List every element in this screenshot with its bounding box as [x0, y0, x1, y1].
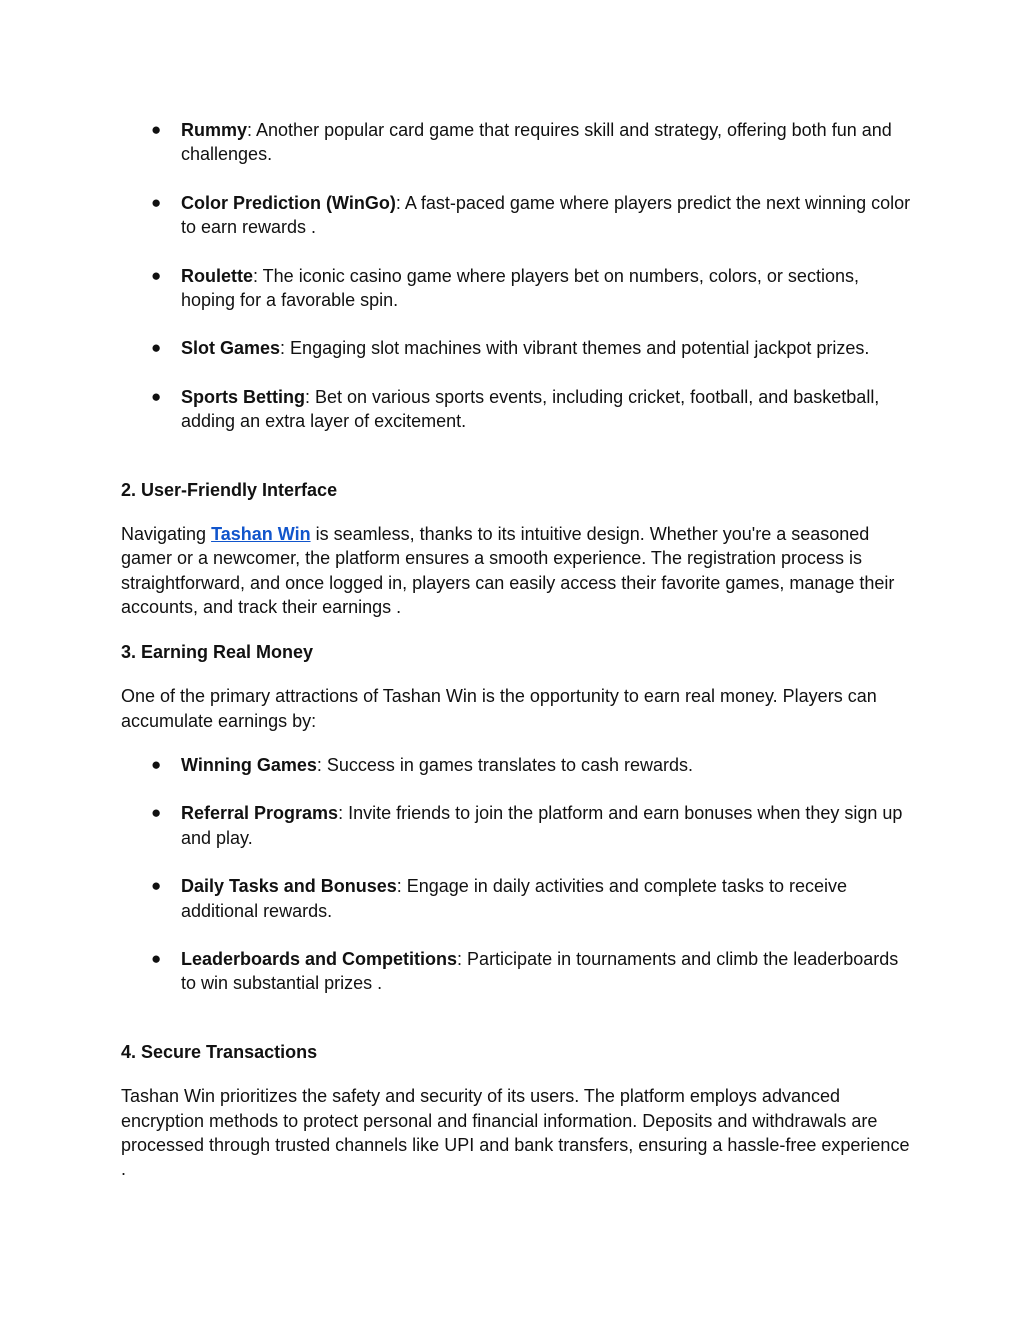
- bullet-icon: ●: [151, 338, 162, 358]
- list-item-term: Color Prediction (WinGo): [181, 192, 396, 213]
- list-item-desc: : Engage in daily activities and complete tasks to receive additional rewards.: [181, 876, 847, 921]
- list-item-desc: : Success in games translates to cash rewards.: [316, 754, 694, 775]
- bullet-icon: ●: [151, 386, 162, 406]
- list-item-term: Sports Betting: [181, 386, 305, 407]
- document-body: [121, 118, 911, 1182]
- paragraph-text: is seamless, thanks to its intuitive design. Whether you're a seasoned gamer or a newcomer, the platform ensures a smooth experience. The registration process is straightforward, and once logged in, players can easily access their favorite games, manage their accounts, and track their earnings .: [121, 524, 895, 618]
- list-item-desc: : Bet on various sports events, including cricket, football, and basketball, adding an extra layer of excitement.: [181, 386, 880, 432]
- list-item: [121, 385, 911, 434]
- list-item-desc: : Participate in tournaments and climb the leaderboards to win substantial prizes .: [181, 948, 899, 994]
- bullet-icon: ●: [151, 948, 162, 968]
- list-item: [121, 947, 911, 996]
- paragraph-text: Navigating: [121, 524, 212, 545]
- list-item: [121, 801, 911, 850]
- list-item-desc: : Invite friends to join the platform and earn bonuses when they sign up and play.: [181, 803, 903, 848]
- list-item-term: Slot Games: [181, 338, 281, 359]
- bullet-icon: ●: [151, 876, 162, 896]
- bullet-icon: ●: [151, 803, 162, 823]
- list-item-term: Leaderboards and Competitions: [181, 948, 458, 969]
- list-item: [121, 118, 911, 167]
- list-item-desc: : Engaging slot machines with vibrant themes and potential jackpot prizes.: [280, 338, 870, 359]
- section-heading-earning: 3. Earning Real Money: [121, 641, 314, 662]
- bullet-icon: ●: [151, 192, 162, 212]
- list-item: [121, 336, 911, 360]
- list-item: [121, 191, 911, 240]
- section-heading-user-friendly: 2. User-Friendly Interface: [121, 479, 338, 500]
- list-item-desc: : Another popular card game that requires skill and strategy, offering both fun and challenges.: [181, 120, 892, 165]
- tashan-win-link[interactable]: Tashan Win: [211, 524, 311, 545]
- earning-methods-list: [121, 753, 911, 996]
- list-item-term: Rummy: [181, 120, 248, 140]
- list-item: [121, 874, 911, 923]
- list-item: [121, 753, 911, 777]
- list-item-term: Referral Programs: [181, 803, 339, 824]
- section-paragraph-secure: Tashan Win prioritizes the safety and security of its users. The platform employs advanced encryption methods to protect personal and financial information. Deposits and withdrawals are processed through trusted channels like UPI and bank transfers, ensuring a hassle-free experience .: [121, 1086, 910, 1180]
- game-types-list: [121, 118, 911, 434]
- bullet-icon: ●: [151, 265, 162, 285]
- list-item-desc: : The iconic casino game where players bet on numbers, colors, or sections, hoping for a favorable spin.: [181, 265, 859, 311]
- bullet-icon: ●: [151, 754, 162, 774]
- section-paragraph-user-friendly: [121, 522, 911, 620]
- section-heading-secure: 4. Secure Transactions: [121, 1041, 318, 1062]
- list-item: [121, 264, 911, 313]
- bullet-icon: ●: [151, 120, 162, 139]
- list-item-term: Daily Tasks and Bonuses: [181, 876, 397, 897]
- list-item-term: Roulette: [181, 265, 253, 286]
- list-item-term: Winning Games: [181, 754, 317, 775]
- section-paragraph-earning: One of the primary attractions of Tashan Win is the opportunity to earn real money. Players can accumulate earnings by:: [121, 686, 877, 731]
- list-item-desc: : A fast-paced game where players predict the next winning color to earn rewards .: [181, 192, 911, 238]
